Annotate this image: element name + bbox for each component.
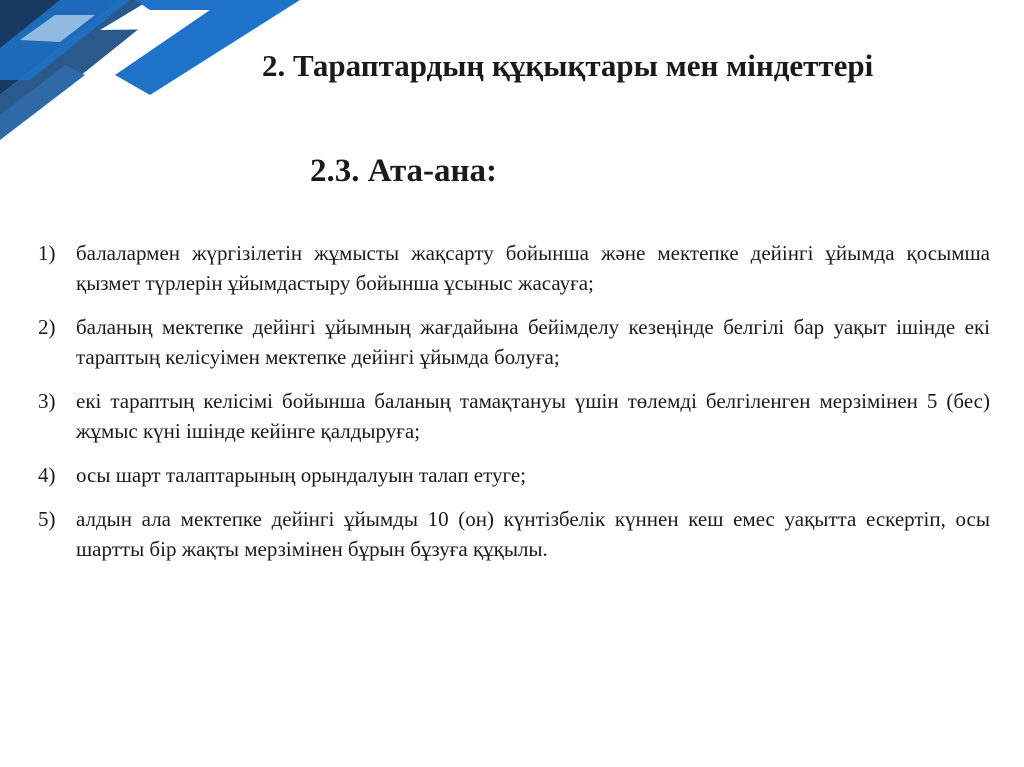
- list-item: [38, 312, 990, 372]
- list-item: [38, 238, 990, 298]
- item-text: екі тараптың келісімі бойынша баланың тамақтануы үшін төлемді белгіленген мерзімінен 5 (бес) жұмыс күні ішінде кейінге қалдыруға;: [76, 389, 990, 443]
- rights-list: [38, 238, 990, 578]
- slide-title: 2. Тараптардың құқықтары мен міндеттері: [262, 48, 874, 83]
- list-item: [38, 386, 990, 446]
- item-text: балалармен жүргізілетін жұмысты жақсарту бойынша және мектепке дейінгі ұйымда қосымша қызмет түрлерін ұйымдастыру бойынша ұсыныс жасауға;: [76, 241, 990, 295]
- item-text: осы шарт талаптарының орындалуын талап етуге;: [76, 463, 527, 487]
- item-number: 2): [38, 315, 56, 339]
- section-heading: 2.3. Ата-ана:: [310, 153, 498, 189]
- item-number: 1): [38, 241, 56, 265]
- item-number: 4): [38, 463, 56, 487]
- list-item: [38, 460, 990, 490]
- item-text: алдын ала мектепке дейінгі ұйымды 10 (он) күнтізбелік күннен кеш емес уақытта ескертіп, осы шартты бір жақты мерзімінен бұрын бұзуға құқылы.: [76, 507, 990, 561]
- item-text: баланың мектепке дейінгі ұйымның жағдайына бейімделу кезеңінде белгілі бар уақыт ішінде екі тараптың келісуімен мектепке дейінгі ұйымда болуға;: [76, 315, 990, 369]
- item-number: 3): [38, 389, 56, 413]
- item-number: 5): [38, 507, 56, 531]
- list-item: [38, 504, 990, 564]
